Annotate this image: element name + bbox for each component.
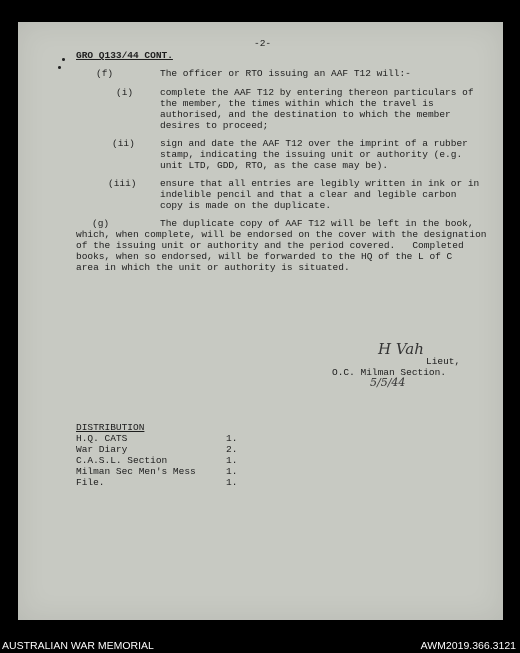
- para-g-label: (g): [92, 218, 110, 229]
- page-number: -2-: [254, 38, 272, 49]
- handwritten-signature: H Vah: [378, 340, 424, 358]
- distribution-qty: 1.: [226, 455, 238, 466]
- item-iii-line: copy is made on the duplicate.: [160, 200, 332, 211]
- distribution-qty: 2.: [226, 444, 238, 455]
- signatory-rank: Lieut,: [426, 356, 461, 367]
- item-ii-line: sign and date the AAF T12 over the imprint of a rubber: [160, 138, 468, 149]
- distribution-name: H.Q. CATS: [76, 433, 128, 444]
- distribution-name: C.A.S.L. Section: [76, 455, 168, 466]
- item-ii-line: unit LTD, GDD, RTO, as the case may be).: [160, 160, 389, 171]
- signatory-title: O.C. Milman Section.: [332, 367, 447, 378]
- distribution-qty: 1.: [226, 433, 238, 444]
- item-iii-line: ensure that all entries are legibly written in ink or in: [160, 178, 480, 189]
- para-g-line: The duplicate copy of AAF T12 will be left in the book,: [160, 218, 474, 229]
- distribution-heading: DISTRIBUTION: [76, 422, 145, 433]
- item-ii-label: (ii): [112, 138, 135, 149]
- archive-footer: [0, 638, 520, 653]
- item-i-line: authorised, and the destination to which the member: [160, 109, 451, 120]
- item-iii-label: (iii): [108, 178, 137, 189]
- distribution-qty: 1.: [226, 466, 238, 477]
- para-g-line: of the issuing unit or authority and the period covered. Completed: [76, 240, 464, 251]
- item-i-label: (i): [116, 87, 134, 98]
- header-reference: GRO Q133/44 CONT.: [76, 50, 173, 61]
- accession-number: AWM2019.366.3121: [420, 640, 516, 652]
- distribution-name: Milman Sec Men's Mess: [76, 466, 196, 477]
- item-iii-line: indelible pencil and that a clear and legible carbon: [160, 189, 457, 200]
- distribution-name: File.: [76, 477, 105, 488]
- institution-name: AUSTRALIAN WAR MEMORIAL: [2, 640, 154, 652]
- distribution-name: War Diary: [76, 444, 128, 455]
- punch-mark: [58, 66, 61, 69]
- signature-date: 5/5/44: [370, 376, 406, 389]
- para-g-line: books, when so endorsed, will be forwarded to the HQ of the L of C: [76, 251, 453, 262]
- item-i-line: the member, the times within which the travel is: [160, 98, 434, 109]
- para-g-line: area in which the unit or authority is situated.: [76, 262, 350, 273]
- para-f-label: (f): [96, 68, 114, 79]
- para-f-text: The officer or RTO issuing an AAF T12 will:-: [160, 68, 411, 79]
- para-g-line: which, when complete, will be endorsed on the cover with the designation: [76, 229, 487, 240]
- item-i-line: desires to proceed;: [160, 120, 269, 131]
- item-ii-line: stamp, indicating the issuing unit or authority (e.g.: [160, 149, 463, 160]
- item-i-line: complete the AAF T12 by entering thereon particulars of: [160, 87, 474, 98]
- punch-mark: [62, 58, 65, 61]
- distribution-qty: 1.: [226, 477, 238, 488]
